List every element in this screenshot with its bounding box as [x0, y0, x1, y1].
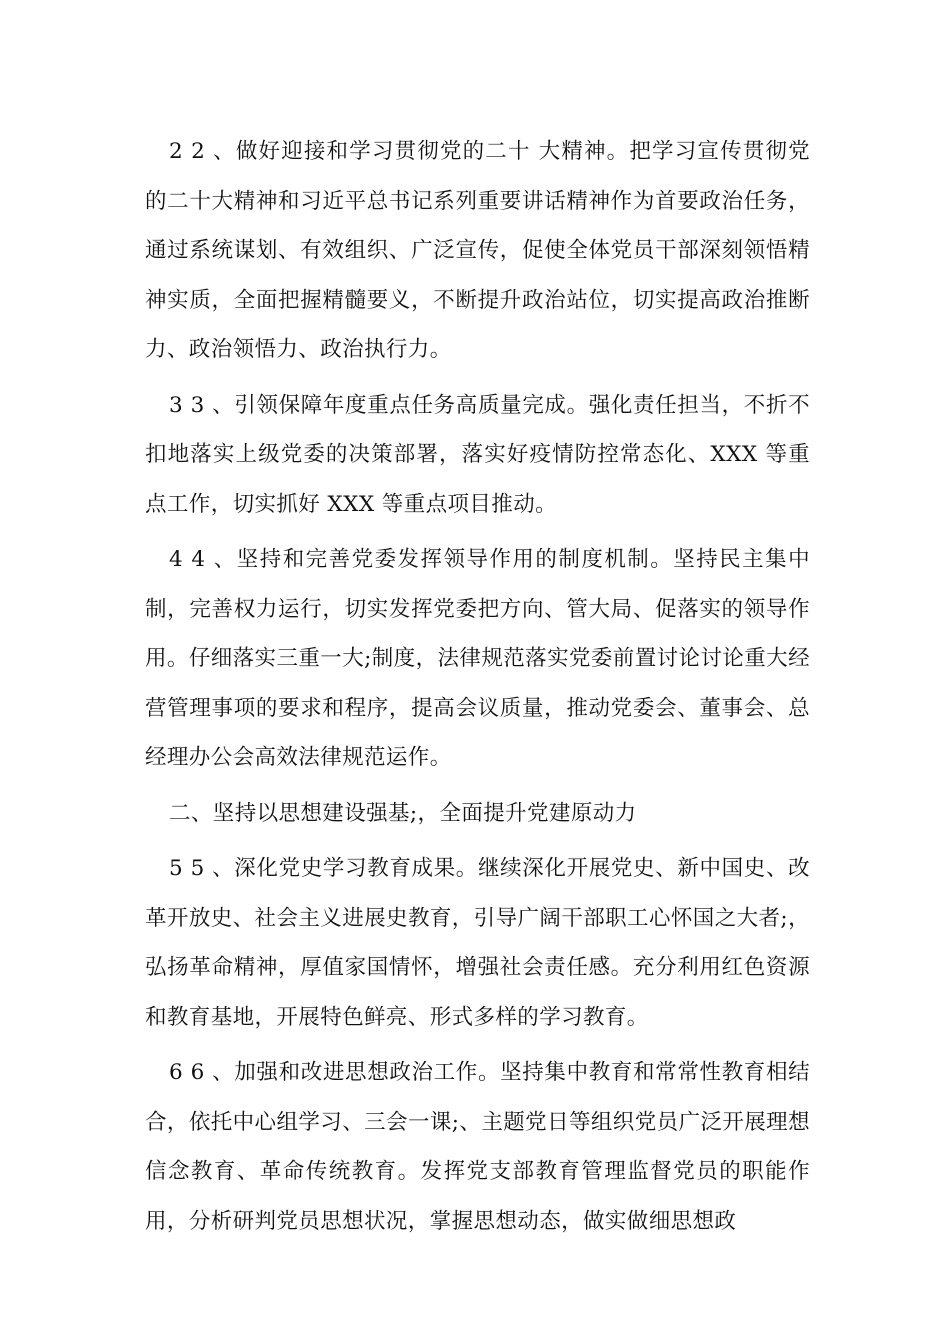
- section-heading-2: 二、坚持以思想建设强基;，全面提升党建原动力: [169, 800, 637, 826]
- paragraph-item-2: 2 2 、做好迎接和学习贯彻党的二十 大精神。把学习宣传贯彻党的二十大精神和习近平总书记系列重要讲话精神作为首要政治任务，通过系统谋划、有效组织、广泛宣传，促使全体党员干部深刻领悟精神实质，全面把握精髓要义，不断提升政治站位，切实提高政治推断力、政治领悟力、政治执行力。: [145, 139, 810, 362]
- paragraph-item-6: 6 6 、加强和改进思想政治工作。坚持集中教育和常常性教育相结合，依托中心组学习、三会一课;、主题党日等组织党员广泛开展理想信念教育、革命传统教育。发挥党支部教育管理监督党员的职能作用，分析研判党员思想状况，掌握思想动态，做实做细思想政: [145, 1060, 810, 1234]
- paragraph-item-3: 3 3 、引领保障年度重点任务高质量完成。强化责任担当，不折不扣地落实上级党委的决策部署，落实好疫情防控常态化、XXX 等重点工作，切实抓好 XXX 等重点项目推动。: [145, 392, 810, 517]
- paragraph-item-4: 4 4 、坚持和完善党委发挥领导作用的制度机制。坚持民主集中制，完善权力运行，切实发挥党委把方向、管大局、促落实的领导作用。仔细落实三重一大;制度，法律规范落实党委前置讨论讨论重大经营管理事项的要求和程序，提高会议质量，推动党委会、董事会、总经理办公会高效法律规范运作。: [145, 547, 810, 770]
- paragraph-item-5: 5 5 、深化党史学习教育成果。继续深化开展党史、新中国史、改革开放史、社会主义进展史教育，引导广阔干部职工心怀国之大者;，弘扬革命精神，厚值家国情怀，增强社会责任感。充分利用红色资源和教育基地，开展特色鲜亮、形式多样的学习教育。: [145, 856, 810, 1030]
- document-body: [145, 127, 810, 1252]
